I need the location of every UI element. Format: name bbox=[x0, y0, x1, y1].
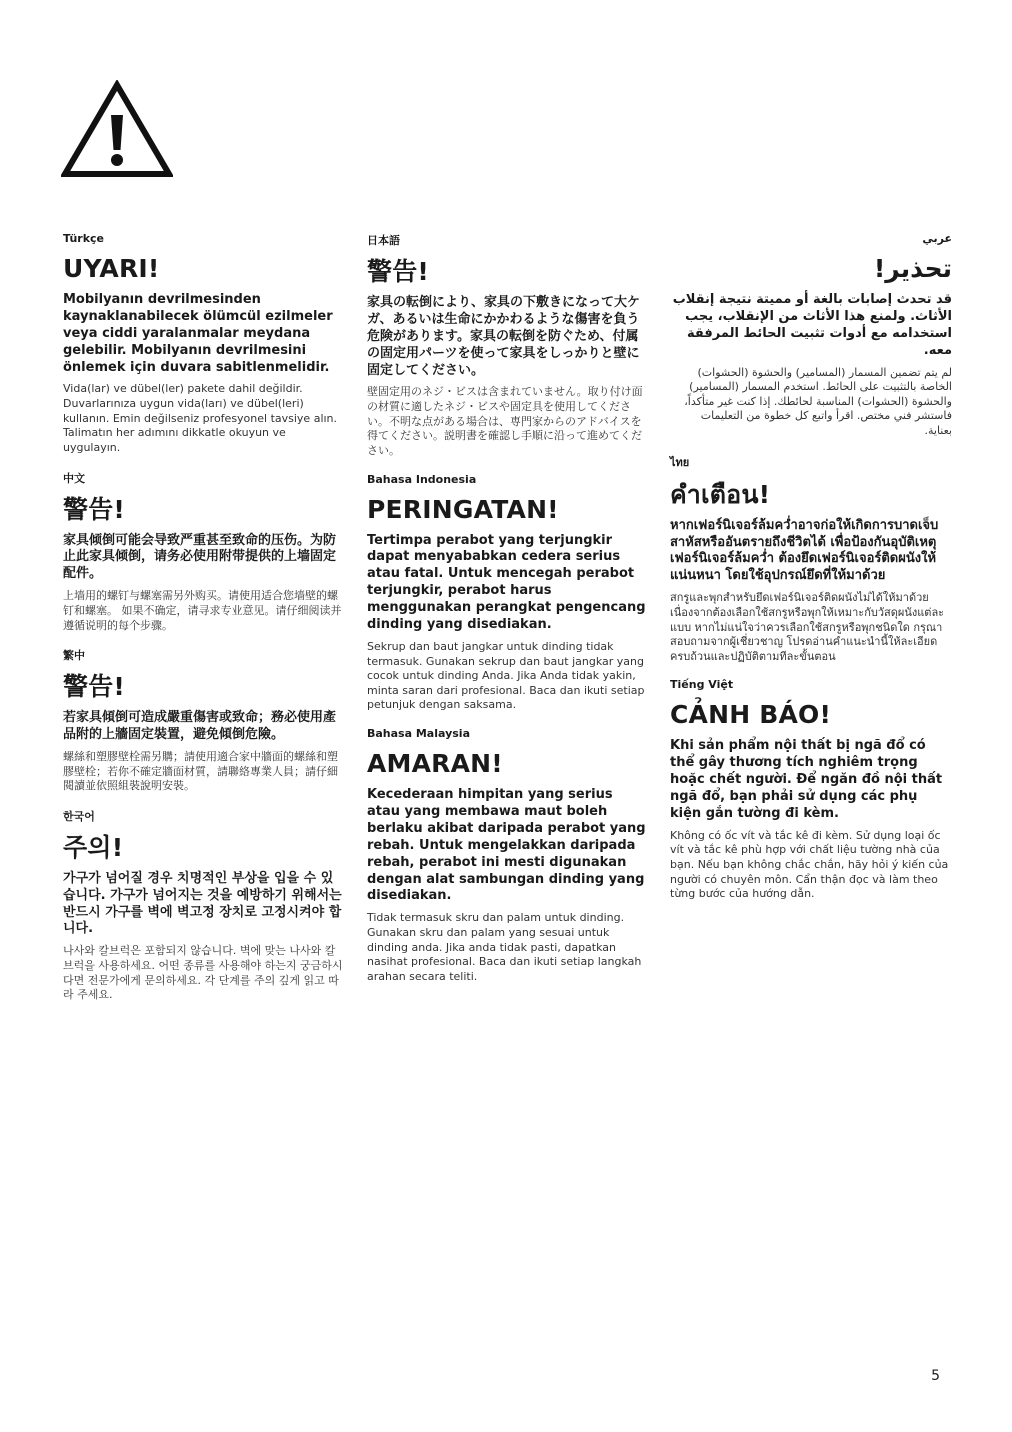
section-vietnamese bbox=[670, 678, 952, 902]
warning-lead: 若家具傾倒可造成嚴重傷害或致命；務必使用產品附的上牆固定裝置，避免傾倒危險。 bbox=[63, 710, 337, 743]
section-malay bbox=[367, 727, 647, 984]
warning-title: 警告! bbox=[367, 257, 430, 286]
section-thai bbox=[670, 453, 952, 665]
language-label: 한국어 bbox=[63, 809, 95, 823]
warning-title: PERINGATAN! bbox=[367, 494, 559, 524]
warning-body: สกรูและพุกสำหรับยึดเฟอร์นิเจอร์ติดผนังไม่ได้ให้มาด้วย เนื่องจากต้องเลือกใช้สกรูหรือพุกให้เหมาะกับวัสดุผนังแต่ละแบบ หากไม่แน่ใจว่าควรเลือกใช้สกรูหรือพุกชนิดใด กรุณาสอบถามจากผู้เชี่ยวชาญ โปรดอ่านคำแนะนำนี้ให้ละเอียดครบถ้วนและปฏิบัติตามทีละขั้นตอน bbox=[670, 591, 945, 663]
language-label: Tiếng Việt bbox=[670, 678, 734, 692]
column-middle bbox=[367, 232, 647, 998]
warning-title: تحذير! bbox=[873, 254, 952, 283]
warning-body: Vida(lar) ve dübel(ler) pakete dahil değildir. Duvarlarınıza uygun vida(ları) ve dübel(leri) kullanın. Emin değilseniz profesyonel tavsiye alın. Talimatın her adımını dikkatle okuyun ve uygulayın. bbox=[63, 382, 338, 454]
warning-lead: 家具倾倒可能会导致严重甚至致命的压伤。为防止此家具倾倒，请务必使用附带提供的上墙固定配件。 bbox=[63, 532, 337, 582]
language-label: 中文 bbox=[63, 471, 85, 485]
language-label: Bahasa Indonesia bbox=[367, 472, 477, 486]
warning-title: AMARAN! bbox=[367, 749, 503, 779]
warning-lead: Khi sản phẩm nội thất bị ngã đổ có thể gây thương tích nghiêm trọng hoặc chết người. Để ngăn đồ nội thất ngã đổ, bạn phải sử dụng các phụ kiện gắn tường đi kèm. bbox=[670, 738, 943, 821]
warning-triangle-icon bbox=[61, 80, 173, 180]
warning-title: 주의! bbox=[63, 832, 124, 862]
warning-lead: Tertimpa perabot yang terjungkir dapat menyababkan cedera serius atau fatal. Untuk mencegah perabot terjungkir, perabot harus menggunakan perangkat pengencang dinding yang disediakan. bbox=[367, 532, 646, 633]
warning-title: 警告! bbox=[63, 494, 126, 524]
warning-title: UYARI! bbox=[63, 254, 160, 283]
warning-body: 螺絲和塑膠壁栓需另購；請使用適合家中牆面的螺絲和塑膠壁栓；若你不確定牆面材質，請聯絡專業人員；請仔細閱讀並依照組裝說明安裝。 bbox=[63, 749, 338, 793]
warning-lead: 家具の転倒により、家具の下敷きになって大ケガ、あるいは生命にかかわるような傷害を負う危険があります。家具の転倒を防ぐため、付属の固定用パーツを使って家具をしっかりと壁に固定してください。 bbox=[367, 295, 641, 378]
column-left bbox=[63, 232, 345, 1017]
warning-body: 壁固定用のネジ・ビスは含まれていません。取り付け面の材質に適したネジ・ビスや固定具を使用してください。不明な点がある場合は、専門家からのアドバイスを得てください。説明書を確認し手順に沿って進めてください。 bbox=[367, 385, 643, 457]
warning-lead: قد تحدث إصابات بالغة أو مميتة نتيجة إنقلاب الأثاث. ولمنع هذا الأثاث من الإنقلاب، يجب استخدامه مع أدوات تثبيت الحائط المرفقة معه. bbox=[672, 292, 952, 358]
section-turkish bbox=[63, 232, 345, 456]
warning-lead: Kecederaan himpitan yang serius atau yang membawa maut boleh berlaku akibat daripada perabot yang rebah. Untuk mengelakkan daripada rebah, perabot ini mesti digunakan dengan alat sambungan dinding yang disediakan. bbox=[367, 787, 646, 904]
section-arabic bbox=[670, 232, 952, 439]
warning-body: Không có ốc vít và tắc kê đi kèm. Sử dụng loại ốc vít và tắc kê phù hợp với chất liệu tường nhà của bạn. Nếu bạn không chắc chắn, hãy hỏi ý kiến của người có chuyên môn. Cẩn thận đọc và làm theo từng bước của hướng dẫn. bbox=[670, 828, 949, 901]
warning-lead: 가구가 넘어질 경우 치명적인 부상을 입을 수 있습니다. 가구가 넘어지는 것을 예방하기 위해서는 반드시 가구를 벽에 벽고정 장치로 고정시켜야 합니다. bbox=[63, 870, 342, 937]
language-label: 繁中 bbox=[63, 649, 85, 663]
warning-body: 上墙用的螺钉与螺塞需另外购买。请使用适合您墙壁的螺钉和螺塞。 如果不确定，请寻求专业意见。请仔细阅读并遵循说明的每个步骤。 bbox=[63, 589, 342, 632]
section-japanese bbox=[367, 232, 647, 459]
language-label: Bahasa Malaysia bbox=[367, 727, 470, 741]
warning-body: 나사와 칼브럭은 포함되지 않습니다. 벽에 맞는 나사와 칼브럭을 사용하세요. 어떤 종류를 사용해야 하는지 궁금하시다면 전문가에게 문의하세요. 각 단계를 주의 깊게 읽고 따라 주세요. bbox=[63, 944, 343, 1002]
section-indonesian bbox=[367, 473, 647, 713]
warning-title: คำเตือน! bbox=[670, 479, 771, 509]
warning-body: Sekrup dan baut jangkar untuk dinding tidak termasuk. Gunakan sekrup dan baut jangkar yang cocok untuk dinding Anda. Jika Anda tidak yakin, minta saran dari profesional. Baca dan ikuti setiap petunjuk dengan saksama. bbox=[367, 639, 645, 712]
warning-title: CẢNH BÁO! bbox=[670, 700, 832, 730]
warning-lead: Mobilyanın devrilmesinden kaynaklanabilecek ölümcül ezilmeler veya ciddi yaralanmalar meydana gelebilir. Mobilyanın devrilmesini önlemek için duvara sabitlenmelidir. bbox=[63, 292, 333, 375]
section-korean bbox=[63, 808, 345, 1003]
warning-title: 警告! bbox=[63, 672, 126, 702]
warning-body: Tidak termasuk skru dan palam untuk dinding. Gunakan skru dan palam yang sesuai untuk dinding anda. Jika anda tidak pasti, dapatkan nasihat profesional. Baca dan ikuti setiap langkah arahan secara teliti. bbox=[367, 911, 642, 983]
language-label: ไทย bbox=[670, 455, 690, 469]
warning-body: لم يتم تضمين المسمار (المسامير) والحشوة (الحشوات) الخاصة بالتثبيت على الحائط. استخدم المسمار (المسامير) والحشوة (الحشوات) المناسبة لحائطك. إذا كنت غير متأكداً، فاستشر فني مختص. اقرأ واتبع كل خطوة من التعليمات بعناية. bbox=[684, 365, 952, 438]
section-chinese-simplified bbox=[63, 470, 345, 634]
section-chinese-traditional bbox=[63, 647, 345, 794]
page-number: 5 bbox=[931, 1368, 940, 1384]
language-label: 日本語 bbox=[367, 234, 400, 247]
language-label: Türkçe bbox=[63, 232, 105, 245]
language-label: عربي bbox=[922, 232, 952, 245]
warning-lead: หากเฟอร์นิเจอร์ล้มคว่ำอาจก่อให้เกิดการบาดเจ็บสาหัสหรืออันตรายถึงชีวิตได้ เพื่อป้องกันอุบัติเหตุเฟอร์นิเจอร์ล้มคว่ำ ต้องยึดเฟอร์นิเจอร์ติดผนังให้แน่นหนา โดยใช้อุปกรณ์ยึดที่ให้มาด้วย bbox=[670, 517, 939, 584]
column-right bbox=[670, 232, 952, 916]
